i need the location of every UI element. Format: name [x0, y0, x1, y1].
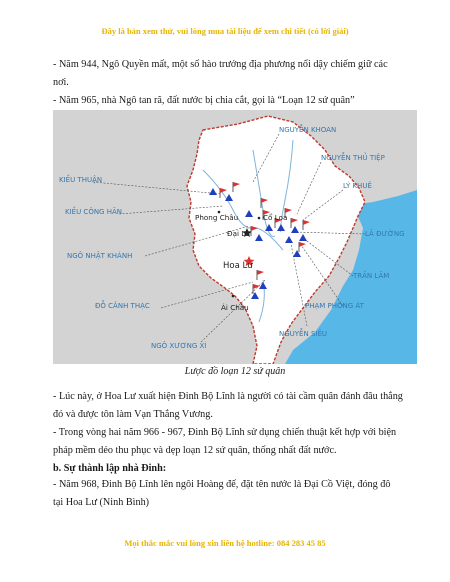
label-hoa-lu: Hoa Lư — [223, 261, 253, 271]
label-co-loa: Cổ Loa — [263, 213, 288, 222]
label-ly-khue: LÝ KHUÊ — [343, 182, 372, 190]
paragraph-944: - Năm 944, Ngô Quyền mất, một số hào trưởng địa phương nổi dậy chiếm giữ các nơi. — [53, 59, 388, 88]
label-phong-chau: Phong Châu — [195, 213, 239, 222]
map-caption: Lược đồ loạn 12 sứ quân — [184, 366, 286, 377]
preview-banner: Đây là bản xem thử, vui lòng mua tài liệu để xem chi tiết (có lời giải) — [101, 26, 349, 36]
label-ngo-xuong-xi: NGÔ XƯƠNG XÍ — [151, 342, 207, 350]
ai-chau-dot — [232, 295, 235, 298]
warlords-map — [53, 110, 417, 364]
paragraph-968: - Năm 968, Đinh Bộ Lĩnh lên ngôi Hoàng đế, đặt tên nước là Đại Cồ Việt, đóng đô tại Hoa Lư (Ninh Bình) — [53, 479, 391, 508]
label-la-duong: LÃ ĐƯỜNG — [365, 230, 405, 238]
label-ai-chau: Ái Châu — [221, 303, 249, 312]
label-tran-lam: TRẦN LÃM — [353, 272, 390, 280]
label-nguyen-khoan: NGUYỄN KHOAN — [279, 126, 337, 134]
label-dai-la: Đại La — [227, 229, 250, 238]
label-do-canh-thac: ĐỖ CẢNH THẠC — [95, 302, 150, 310]
label-ngo-nhat-khanh: NGÔ NHẬT KHÁNH — [67, 252, 133, 260]
paragraph-965: - Năm 965, nhà Ngô tan rã, đất nước bị chia cắt, gọi là “Loạn 12 sứ quân” — [53, 95, 355, 106]
label-pham-phong-at: PHẠM PHÒNG ÁT — [305, 302, 364, 310]
label-nguyen-thu-tiep: NGUYỄN THỦ TIỆP — [321, 154, 385, 162]
label-kieu-thuan: KIỀU THUẬN — [59, 176, 103, 184]
hotline-banner: Mọi thắc mắc vui lòng xin liên hệ hotline: 084 283 45 85 — [124, 538, 326, 548]
co-loa-dot — [258, 217, 261, 220]
paragraph-966-967: - Trong vòng hai năm 966 - 967, Đinh Bộ Lĩnh sử dụng chiến thuật kết hợp với biện pháp mềm dẻo thu phục và dẹp loạn 12 sứ quân, thống nhất đất nước. — [53, 427, 397, 456]
label-nguyen-sieu: NGUYỄN SIÊU — [279, 330, 327, 338]
paragraph-dinh-bo-linh: - Lúc này, ở Hoa Lư xuất hiện Đinh Bộ Lĩnh là người có tài cầm quân đánh đâu thắng đó và được tôn làm Vạn Thắng Vương. — [53, 391, 403, 420]
label-kieu-cong-han: KIỀU CÔNG HÃN — [65, 208, 122, 216]
section-heading: b. Sự thành lập nhà Đinh: — [53, 463, 167, 474]
